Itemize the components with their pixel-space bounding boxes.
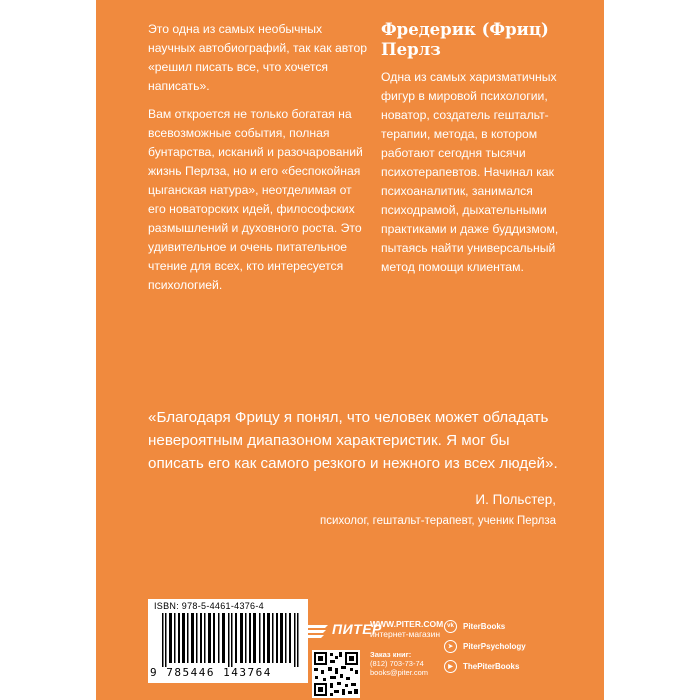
social-label: ThePiterBooks — [463, 661, 520, 671]
publisher-name: ПИТЕР — [332, 621, 382, 637]
order-label: Заказ книг: — [370, 650, 412, 659]
quote-author-role: психолог, гештальт-терапевт, ученик Перлза — [320, 515, 556, 527]
book-back-cover — [96, 0, 604, 700]
telegram-icon: ➤ — [444, 640, 457, 653]
social-label: PiterPsychology — [463, 641, 526, 651]
social-label: PiterBooks — [463, 621, 506, 631]
social-link-telegram[interactable] — [444, 636, 526, 656]
play-icon: ▶ — [444, 660, 457, 673]
quote-author: И. Польстер, — [475, 492, 556, 507]
ean-digits: 9 785446 143764 — [150, 666, 272, 679]
description-column — [148, 20, 370, 304]
order-email[interactable]: books@piter.com — [370, 668, 429, 677]
order-info — [370, 650, 428, 677]
isbn-barcode — [148, 599, 308, 683]
shop-info — [370, 619, 443, 639]
barcode-bars — [162, 613, 302, 667]
description-paragraph-2: Вам откроется не только богатая на всевозможные события, полная бунтарства, исканий и разочарований жизнь Перлза, но и его «беспокойная цыганская натура», неотделимая от его новаторских идей, философских размышлений и духовного роста. Это удивительное и очень питательное чтение для всех, кто интересуется психологией. — [148, 107, 363, 292]
author-bio: Одна из самых харизматичных фигур в мировой психологии, новатор, создатель гештальт-терапии, метода, в котором работают сегодня тысячи психотерапевтов. Начинал как психоаналитик, занимался психодрамой, дыхательными практиками и даже буддизмом, пытаясь найти универсальный метод помощи клиентам. — [381, 70, 559, 274]
isbn-number: ISBN: 978-5-4461-4376-4 — [154, 601, 264, 611]
social-links — [444, 616, 526, 676]
author-column — [381, 20, 581, 277]
qr-code[interactable] — [312, 650, 360, 698]
order-phone: (812) 703-73-74 — [370, 659, 424, 668]
review-quote: «Благодаря Фрицу я понял, что человек может обладать невероятным диапазоном характеристик. Я мог бы описать его как самого резкого и нежного из всех людей». — [148, 409, 558, 472]
shop-url[interactable]: WWW.PITER.COM — [370, 619, 444, 629]
author-name: Фредерик (Фриц) Перлз — [381, 20, 549, 59]
social-link-vk[interactable] — [444, 616, 526, 636]
description-paragraph-1: Это одна из самых необычных научных автобиографий, так как автор «решил писать все, что хочется написать». — [148, 22, 367, 93]
shop-caption: интернет-магазин — [370, 629, 441, 639]
social-link-video[interactable] — [444, 656, 526, 676]
vk-icon: vk — [444, 620, 457, 633]
